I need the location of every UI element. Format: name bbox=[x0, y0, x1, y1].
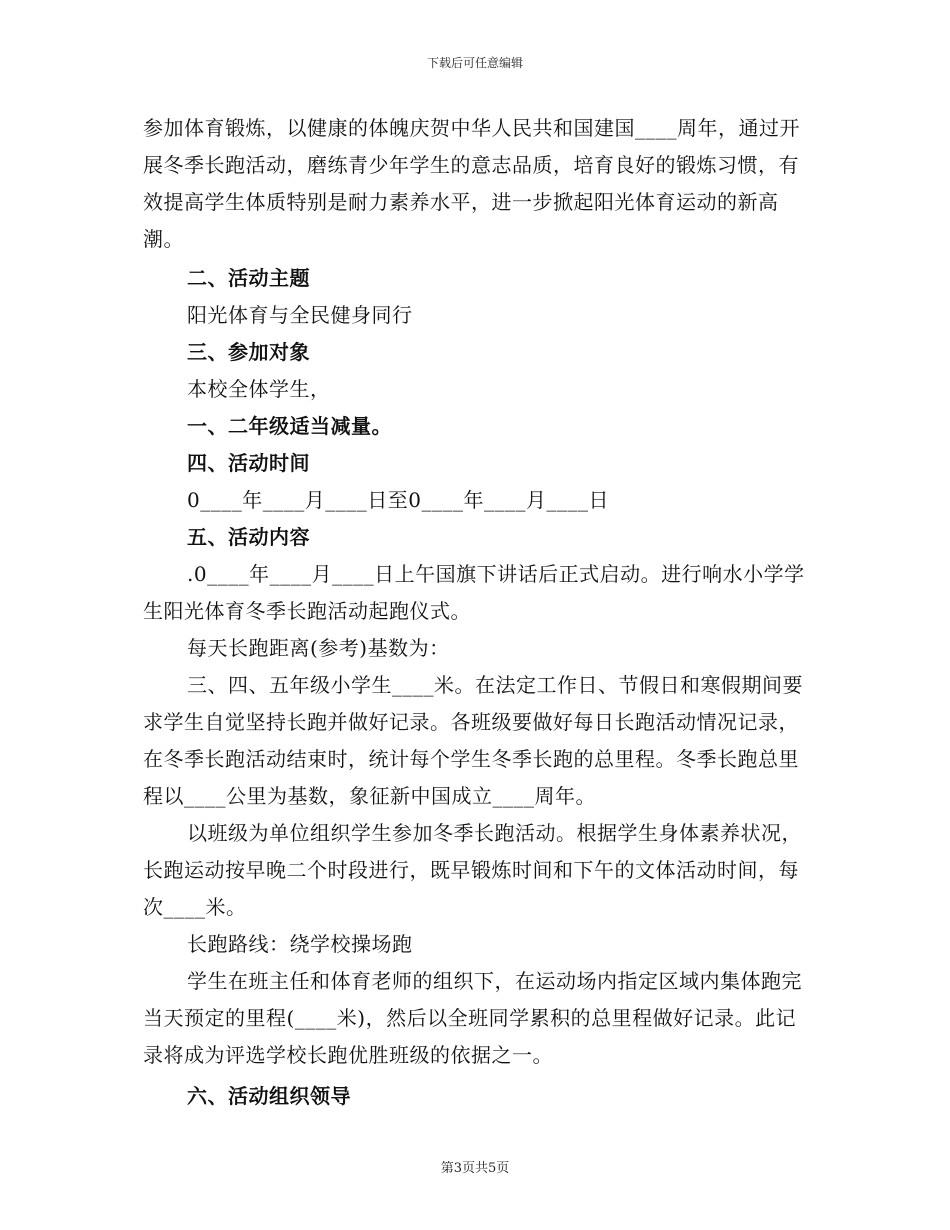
section-heading-time: 四、活动时间 bbox=[187, 451, 310, 475]
distance-base-text: 每天长跑距离(参考)基数为： bbox=[187, 636, 450, 660]
record-paragraph: 学生在班主任和体育老师的组织下，在运动场内指定区域内集体跑完当天预定的里程(____米)，然后以全班同学累积的总里程做好记录。此记录将成为评选学校长跑优胜班级的依据之一。 bbox=[143, 969, 802, 1067]
page-footer: 第3页共5页 bbox=[440, 1161, 510, 1176]
content-launch-paragraph: .0____年____月____日上午国旗下讲话后正式启动。进行响水小学学生阳光体育冬季长跑活动起跑仪式。 bbox=[143, 562, 805, 623]
intro-paragraph: 参加体育锻炼，以健康的体魄庆贺中华人民共和国建国____周年，通过开展冬季长跑活动，磨练青少年学生的意志品质，培育良好的锻炼习惯，有效提高学生体质特别是耐力素养水平，进一步掀起阳光体育运动的新高潮。 bbox=[143, 116, 800, 251]
participants-text: 本校全体学生， bbox=[187, 377, 331, 401]
grade-note: 一、二年级适当减量。 bbox=[187, 414, 392, 438]
section-heading-theme: 二、活动主题 bbox=[187, 266, 310, 290]
theme-text: 阳光体育与全民健身同行 bbox=[187, 303, 413, 327]
document-body bbox=[143, 110, 808, 1115]
grade-distance-paragraph: 三、四、五年级小学生____米。在法定工作日、节假日和寒假期间要求学生自觉坚持长跑并做好记录。各班级要做好每日长跑活动情况记录，在冬季长跑活动结束时，统计每个学生冬季长跑的总里程。冬季长跑总里程以____公里为基数，象征新中国成立____周年。 bbox=[143, 673, 803, 808]
time-text: 0____年____月____日至0____年____月____日 bbox=[187, 488, 609, 512]
section-heading-participants: 三、参加对象 bbox=[187, 340, 310, 364]
class-organization-paragraph: 以班级为单位组织学生参加冬季长跑活动。根据学生身体素养状况，长跑运动按早晚二个时段进行，既早锻炼时间和下午的文体活动时间，每次____米。 bbox=[143, 821, 802, 919]
page-header: 下载后可任意编辑 bbox=[426, 56, 523, 70]
section-heading-content: 五、活动内容 bbox=[187, 525, 310, 549]
section-heading-leadership: 六、活动组织领导 bbox=[187, 1084, 351, 1108]
route-text: 长跑路线：绕学校操场跑 bbox=[187, 932, 413, 956]
